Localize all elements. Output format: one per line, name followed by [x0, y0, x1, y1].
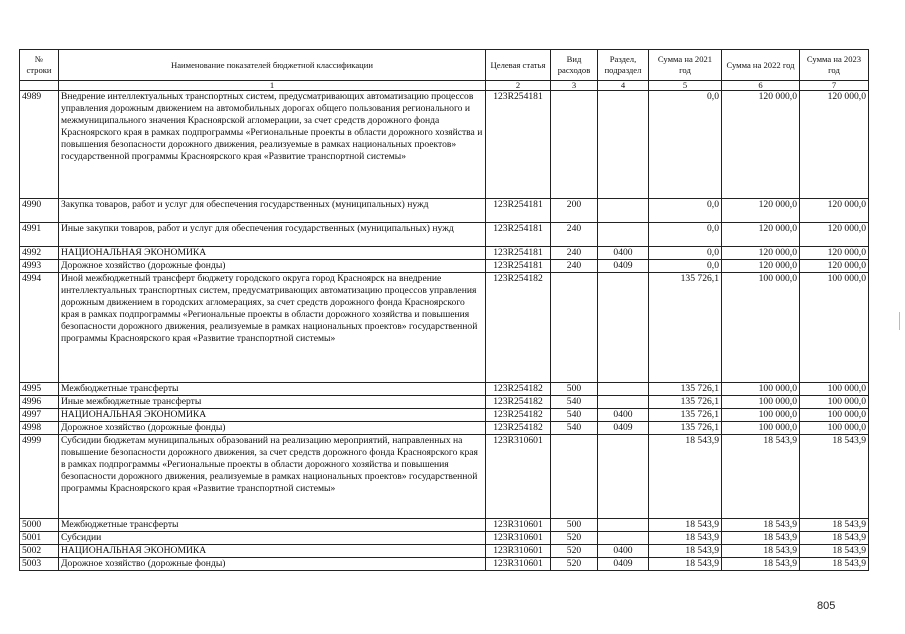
sum-2022-cell: 100 000,0: [722, 383, 800, 396]
section-cell: 0409: [598, 558, 649, 571]
section-cell: [598, 199, 649, 223]
expense-kind-cell: 500: [551, 383, 598, 396]
header-sum-2021: Сумма на 2021 год: [649, 50, 722, 81]
sum-2022-cell: 100 000,0: [722, 273, 800, 383]
column-number: 2: [486, 81, 551, 91]
sum-2022-cell: 18 543,9: [722, 519, 800, 532]
target-article-cell: 123R310601: [486, 519, 551, 532]
row-number-cell: 5000: [20, 519, 59, 532]
target-article-cell: 123R254181: [486, 260, 551, 273]
row-number-cell: 4997: [20, 409, 59, 422]
sum-2022-cell: 100 000,0: [722, 396, 800, 409]
budget-table: [19, 49, 869, 571]
row-number-cell: 4992: [20, 247, 59, 260]
header-row-number: № строки: [20, 50, 59, 81]
indicator-name-cell: Иной межбюджетный трансферт бюджету городского округа город Красноярск на внедрение интеллектуальных транспортных систем, предусматривающих автоматизацию процессов управления дорожным движением в городских агломерациях, за счет средств дорожного фонда Красноярского края в рамках подпрограммы «Региональные проекты в области дорожного хозяйства и повышения безопасности дорожного движения, реализуемые в рамках национальных проектов» государственной программы Красноярского края «Развитие транспортной системы»: [59, 273, 486, 383]
indicator-name-cell: НАЦИОНАЛЬНАЯ ЭКОНОМИКА: [59, 247, 486, 260]
sum-2022-cell: 18 543,9: [722, 558, 800, 571]
table-row: [20, 435, 869, 519]
target-article-cell: 123R254182: [486, 422, 551, 435]
table-row: [20, 223, 869, 247]
target-article-cell: 123R254181: [486, 199, 551, 223]
section-cell: [598, 91, 649, 199]
expense-kind-cell: 520: [551, 532, 598, 545]
column-number: [20, 81, 59, 91]
sum-2021-cell: 0,0: [649, 260, 722, 273]
sum-2021-cell: 135 726,1: [649, 409, 722, 422]
expense-kind-cell: 240: [551, 247, 598, 260]
header-sum-2022: Сумма на 2022 год: [722, 50, 800, 81]
row-number-cell: 4989: [20, 91, 59, 199]
row-number-cell: 5002: [20, 545, 59, 558]
header-target-article: Целевая статья: [486, 50, 551, 81]
sum-2023-cell: 18 543,9: [800, 519, 869, 532]
indicator-name-cell: Внедрение интеллектуальных транспортных систем, предусматривающих автоматизацию процессов управления дорожным движением на автомобильных дорогах общего пользования регионального и межмуниципального значения Красноярской агломерации, за счет средств дорожного фонда Красноярского края в рамках подпрограммы «Региональные проекты в области дорожного хозяйства и повышения безопасности дорожного движения, реализуемые в рамках национальных проектов» государственной программы Красноярского края «Развитие транспортной системы»: [59, 91, 486, 199]
table-row: [20, 91, 869, 199]
sum-2021-cell: 0,0: [649, 247, 722, 260]
header-sum-2023: Сумма на 2023 год: [800, 50, 869, 81]
row-number-cell: 5001: [20, 532, 59, 545]
sum-2022-cell: 120 000,0: [722, 223, 800, 247]
section-cell: 0400: [598, 545, 649, 558]
row-number-cell: 4990: [20, 199, 59, 223]
table-row: [20, 260, 869, 273]
column-number: 7: [800, 81, 869, 91]
indicator-name-cell: Закупка товаров, работ и услуг для обеспечения государственных (муниципальных) нужд: [59, 199, 486, 223]
indicator-name-cell: Дорожное хозяйство (дорожные фонды): [59, 260, 486, 273]
row-number-cell: 5003: [20, 558, 59, 571]
sum-2021-cell: 0,0: [649, 199, 722, 223]
row-number-cell: 4999: [20, 435, 59, 519]
indicator-name-cell: Дорожное хозяйство (дорожные фонды): [59, 422, 486, 435]
target-article-cell: 123R254182: [486, 396, 551, 409]
sum-2023-cell: 120 000,0: [800, 260, 869, 273]
sum-2022-cell: 120 000,0: [722, 260, 800, 273]
table-row: [20, 545, 869, 558]
section-cell: [598, 383, 649, 396]
expense-kind-cell: 200: [551, 199, 598, 223]
sum-2021-cell: 135 726,1: [649, 396, 722, 409]
section-cell: [598, 435, 649, 519]
table-row: [20, 383, 869, 396]
column-number: 4: [598, 81, 649, 91]
indicator-name-cell: НАЦИОНАЛЬНАЯ ЭКОНОМИКА: [59, 409, 486, 422]
target-article-cell: 123R310601: [486, 558, 551, 571]
scan-edge-mark: [899, 312, 900, 330]
sum-2023-cell: 120 000,0: [800, 199, 869, 223]
sum-2021-cell: 135 726,1: [649, 422, 722, 435]
row-number-cell: 4991: [20, 223, 59, 247]
sum-2021-cell: 18 543,9: [649, 558, 722, 571]
header-expense-kind: Вид расходов: [551, 50, 598, 81]
budget-table-body: [20, 91, 869, 571]
indicator-name-cell: Иные закупки товаров, работ и услуг для обеспечения государственных (муниципальных) нужд: [59, 223, 486, 247]
target-article-cell: 123R310601: [486, 532, 551, 545]
section-cell: [598, 223, 649, 247]
sum-2021-cell: 135 726,1: [649, 273, 722, 383]
sum-2021-cell: 18 543,9: [649, 519, 722, 532]
expense-kind-cell: 540: [551, 396, 598, 409]
column-number: 1: [59, 81, 486, 91]
sum-2022-cell: 120 000,0: [722, 247, 800, 260]
table-row: [20, 558, 869, 571]
sum-2021-cell: 135 726,1: [649, 383, 722, 396]
sum-2023-cell: 18 543,9: [800, 532, 869, 545]
sum-2021-cell: 18 543,9: [649, 435, 722, 519]
sum-2021-cell: 0,0: [649, 91, 722, 199]
header-row: [20, 50, 869, 81]
sum-2023-cell: 120 000,0: [800, 247, 869, 260]
row-number-cell: 4993: [20, 260, 59, 273]
table-row: [20, 532, 869, 545]
sum-2023-cell: 18 543,9: [800, 435, 869, 519]
expense-kind-cell: 520: [551, 545, 598, 558]
sum-2023-cell: 18 543,9: [800, 545, 869, 558]
sum-2023-cell: 120 000,0: [800, 91, 869, 199]
expense-kind-cell: 540: [551, 409, 598, 422]
indicator-name-cell: Межбюджетные трансферты: [59, 383, 486, 396]
row-number-cell: 4995: [20, 383, 59, 396]
table-row: [20, 247, 869, 260]
sum-2023-cell: 100 000,0: [800, 396, 869, 409]
header-indicator-name: Наименование показателей бюджетной классификации: [59, 50, 486, 81]
sum-2022-cell: 120 000,0: [722, 91, 800, 199]
column-numbers-row: [20, 81, 869, 91]
sum-2023-cell: 120 000,0: [800, 223, 869, 247]
column-number: 6: [722, 81, 800, 91]
section-cell: 0400: [598, 409, 649, 422]
indicator-name-cell: НАЦИОНАЛЬНАЯ ЭКОНОМИКА: [59, 545, 486, 558]
target-article-cell: 123R254181: [486, 91, 551, 199]
indicator-name-cell: Иные межбюджетные трансферты: [59, 396, 486, 409]
section-cell: [598, 396, 649, 409]
table-row: [20, 199, 869, 223]
expense-kind-cell: 240: [551, 223, 598, 247]
table-row: [20, 273, 869, 383]
section-cell: 0409: [598, 260, 649, 273]
sum-2021-cell: 0,0: [649, 223, 722, 247]
table-row: [20, 396, 869, 409]
row-number-cell: 4994: [20, 273, 59, 383]
target-article-cell: 123R254182: [486, 383, 551, 396]
target-article-cell: 123R254181: [486, 223, 551, 247]
column-number: 3: [551, 81, 598, 91]
expense-kind-cell: [551, 435, 598, 519]
expense-kind-cell: 240: [551, 260, 598, 273]
target-article-cell: 123R254182: [486, 409, 551, 422]
sum-2022-cell: 18 543,9: [722, 435, 800, 519]
expense-kind-cell: 520: [551, 558, 598, 571]
section-cell: 0409: [598, 422, 649, 435]
section-cell: [598, 519, 649, 532]
table-row: [20, 409, 869, 422]
expense-kind-cell: 500: [551, 519, 598, 532]
target-article-cell: 123R254181: [486, 247, 551, 260]
row-number-cell: 4998: [20, 422, 59, 435]
section-cell: 0400: [598, 247, 649, 260]
expense-kind-cell: [551, 273, 598, 383]
sum-2022-cell: 120 000,0: [722, 199, 800, 223]
indicator-name-cell: Субсидии: [59, 532, 486, 545]
sum-2022-cell: 18 543,9: [722, 532, 800, 545]
target-article-cell: 123R310601: [486, 545, 551, 558]
indicator-name-cell: Субсидии бюджетам муниципальных образований на реализацию мероприятий, направленных на повышение безопасности дорожного движения, за счет средств дорожного фонда Красноярского края в рамках подпрограммы «Региональные проекты в области дорожного хозяйства и повышения безопасности дорожного движения, реализуемые в рамках национальных проектов» государственной программы Красноярского края «Развитие транспортной системы»: [59, 435, 486, 519]
section-cell: [598, 273, 649, 383]
table-row: [20, 519, 869, 532]
target-article-cell: 123R310601: [486, 435, 551, 519]
expense-kind-cell: [551, 91, 598, 199]
sum-2023-cell: 100 000,0: [800, 383, 869, 396]
sum-2022-cell: 100 000,0: [722, 422, 800, 435]
table-row: [20, 422, 869, 435]
sum-2021-cell: 18 543,9: [649, 545, 722, 558]
header-section: Раздел, подраздел: [598, 50, 649, 81]
column-number: 5: [649, 81, 722, 91]
sum-2022-cell: 18 543,9: [722, 545, 800, 558]
sum-2023-cell: 100 000,0: [800, 273, 869, 383]
indicator-name-cell: Дорожное хозяйство (дорожные фонды): [59, 558, 486, 571]
row-number-cell: 4996: [20, 396, 59, 409]
section-cell: [598, 532, 649, 545]
page-number: 805: [817, 600, 836, 612]
sum-2023-cell: 100 000,0: [800, 422, 869, 435]
sum-2022-cell: 100 000,0: [722, 409, 800, 422]
sum-2021-cell: 18 543,9: [649, 532, 722, 545]
expense-kind-cell: 540: [551, 422, 598, 435]
sum-2023-cell: 100 000,0: [800, 409, 869, 422]
sum-2023-cell: 18 543,9: [800, 558, 869, 571]
target-article-cell: 123R254182: [486, 273, 551, 383]
indicator-name-cell: Межбюджетные трансферты: [59, 519, 486, 532]
